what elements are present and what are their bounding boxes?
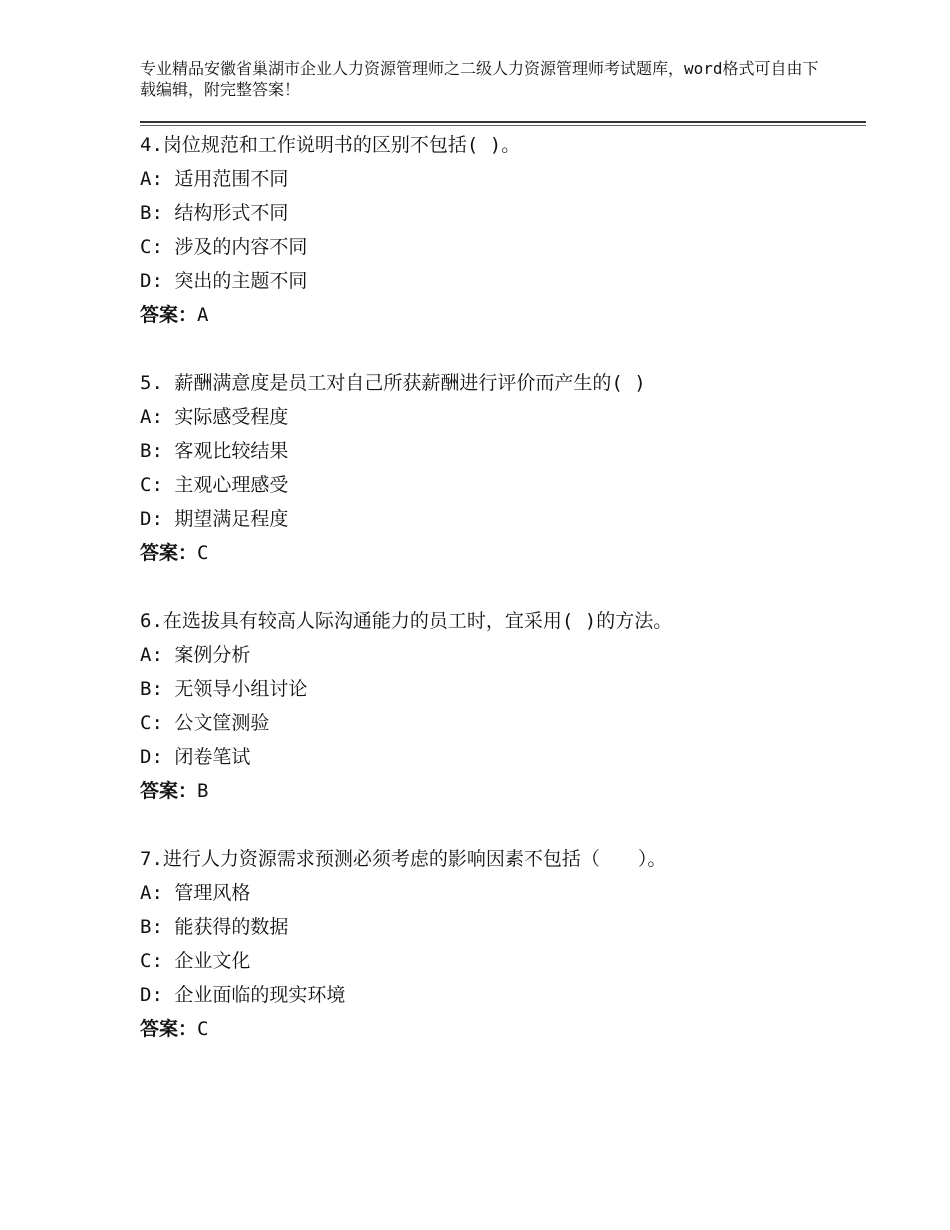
document-header: 专业精品安徽省巢湖市企业人力资源管理师之二级人力资源管理师考试题库，word格式可自由下载编辑，附完整答案！	[140, 59, 819, 99]
question-stem: 4.岗位规范和工作说明书的区别不包括( )。	[140, 134, 521, 156]
option-b: B: 无领导小组讨论	[140, 678, 308, 700]
question-5	[140, 366, 866, 570]
option-a: A: 管理风格	[140, 882, 251, 904]
option-b: B: 能获得的数据	[140, 916, 289, 938]
question-4	[140, 128, 866, 332]
answer-line	[140, 536, 866, 570]
answer-line	[140, 774, 866, 808]
answer-label: 答案：	[140, 1018, 198, 1040]
answer-value: C	[197, 542, 209, 564]
option-a: A: 适用范围不同	[140, 168, 289, 190]
option-d: D: 期望满足程度	[140, 508, 289, 530]
option-a: A: 案例分析	[140, 644, 251, 666]
option-c: C: 企业文化	[140, 950, 251, 972]
option-b: B: 结构形式不同	[140, 202, 289, 224]
option-c: C: 主观心理感受	[140, 474, 289, 496]
answer-label: 答案：	[140, 542, 198, 564]
option-c: C: 涉及的内容不同	[140, 236, 308, 258]
question-7	[140, 842, 866, 1046]
option-d: D: 闭卷笔试	[140, 746, 251, 768]
answer-value: C	[197, 1018, 209, 1040]
question-stem: 7.进行人力资源需求预测必须考虑的影响因素不包括（ ）。	[140, 848, 667, 870]
answer-label: 答案：	[140, 304, 198, 326]
answer-line	[140, 1012, 866, 1046]
option-a: A: 实际感受程度	[140, 406, 289, 428]
option-c: C: 公文筐测验	[140, 712, 270, 734]
question-6	[140, 604, 866, 808]
option-b: B: 客观比较结果	[140, 440, 289, 462]
question-list	[140, 128, 866, 1080]
answer-line	[140, 298, 866, 332]
option-d: D: 企业面临的现实环境	[140, 984, 346, 1006]
question-stem: 5. 薪酬满意度是员工对自己所获薪酬进行评价而产生的( )	[140, 372, 646, 394]
question-stem: 6.在选拔具有较高人际沟通能力的员工时，宜采用( )的方法。	[140, 610, 673, 632]
answer-label: 答案：	[140, 780, 198, 802]
header-divider	[140, 121, 866, 123]
option-d: D: 突出的主题不同	[140, 270, 308, 292]
answer-value: B	[197, 780, 209, 802]
header-divider-thin	[140, 125, 866, 126]
answer-value: A	[197, 304, 209, 326]
